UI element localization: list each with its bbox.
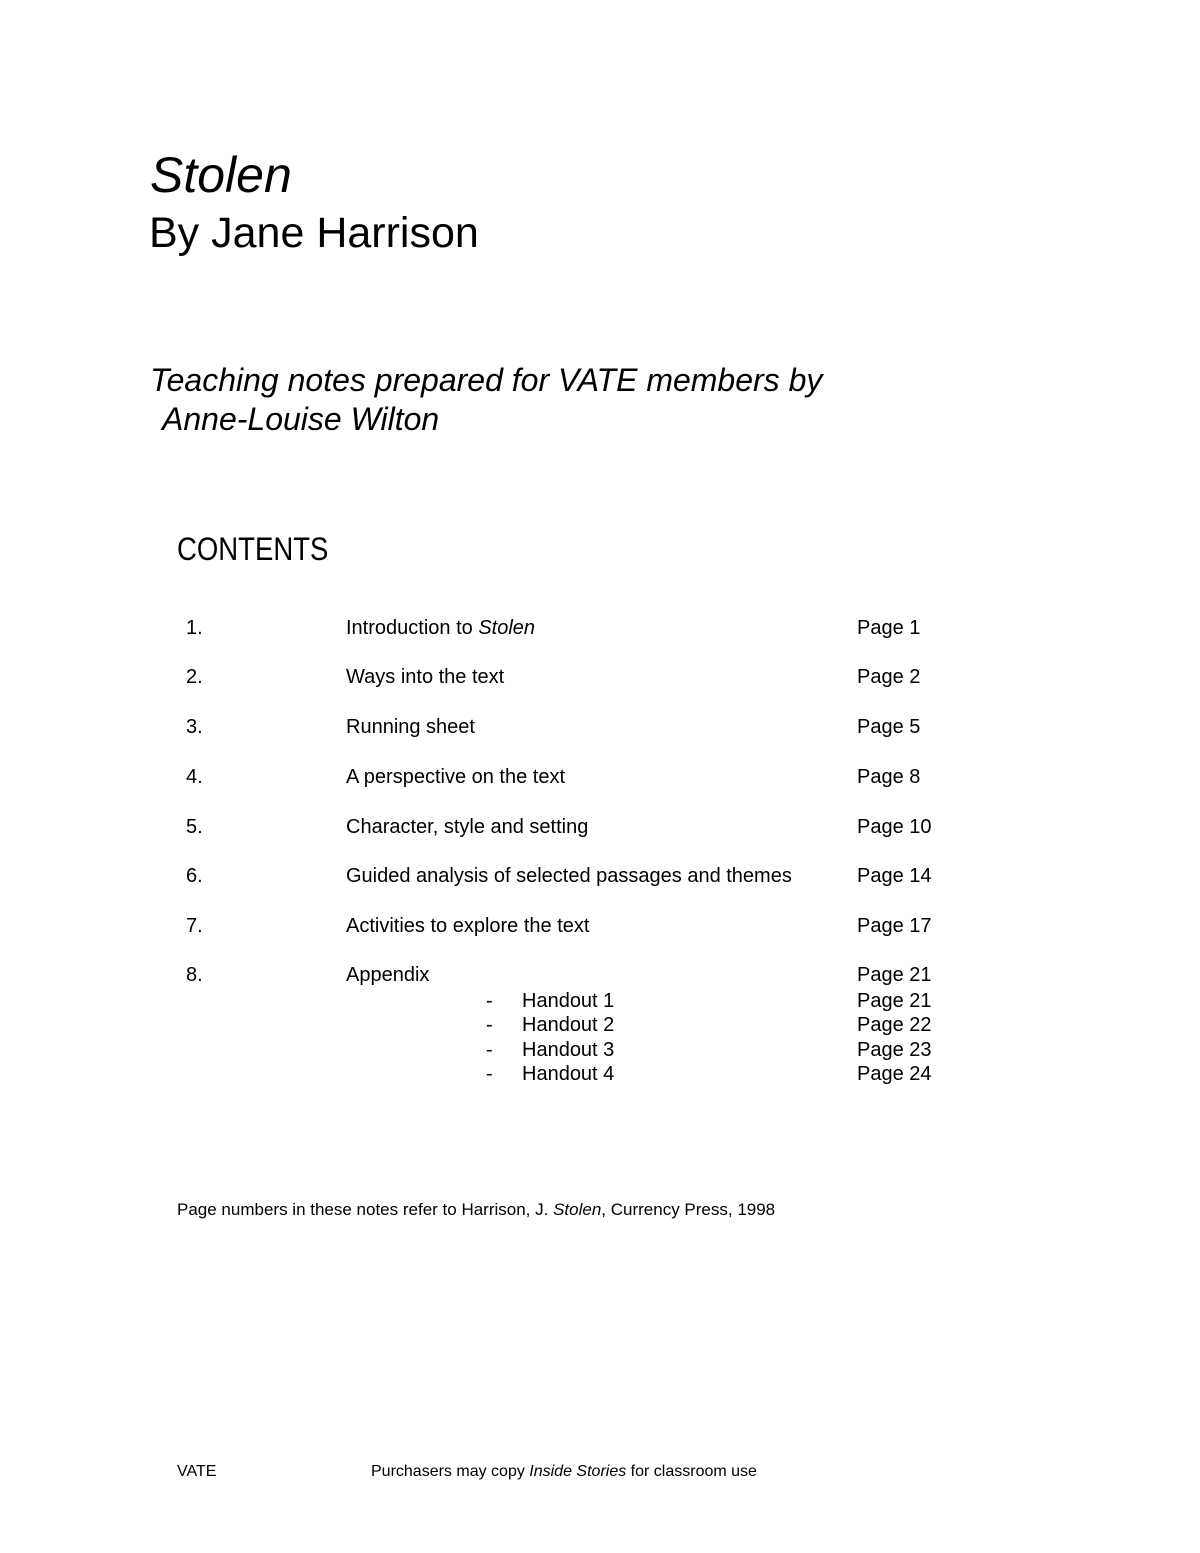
- toc-number: 3.: [186, 716, 203, 738]
- footer-copy-prefix: Purchasers may copy: [371, 1463, 530, 1480]
- reference-text: Page numbers in these notes refer to Harrison, J.: [177, 1200, 554, 1219]
- footer-copy-suffix: for classroom use: [626, 1463, 757, 1480]
- appendix-page: Page 21: [857, 990, 932, 1012]
- toc-row-1: [0, 613, 1200, 643]
- page-reference-note: [177, 1198, 775, 1222]
- toc-title: A perspective on the text: [346, 766, 566, 788]
- toc-number: 8.: [186, 964, 203, 986]
- notes-credit-line-1: Teaching notes prepared for VATE members by: [150, 362, 823, 398]
- toc-row-5: [0, 812, 1200, 842]
- toc-number: 5.: [186, 816, 203, 838]
- toc-page: Page 10: [857, 816, 932, 838]
- toc-title: Appendix: [346, 964, 430, 986]
- toc-row-6: [0, 861, 1200, 891]
- toc-title: Running sheet: [346, 716, 475, 738]
- appendix-title: Handout 2: [522, 1014, 615, 1036]
- toc-page: Page 17: [857, 915, 932, 937]
- contents-heading: CONTENTS: [177, 531, 329, 567]
- toc-page: Page 8: [857, 766, 921, 788]
- toc-page: Page 21: [857, 964, 932, 986]
- toc-number: 2.: [186, 666, 203, 688]
- appendix-title: Handout 4: [522, 1063, 615, 1085]
- toc-page: Page 1: [857, 617, 921, 639]
- appendix-item-4: [0, 1061, 1200, 1087]
- appendix-item-2: [0, 1012, 1200, 1038]
- toc-title: Ways into the text: [346, 666, 505, 688]
- toc-title: [346, 613, 535, 643]
- appendix-page: Page 24: [857, 1063, 932, 1085]
- toc-page: Page 2: [857, 666, 921, 688]
- footer-copy-italic: Inside Stories: [529, 1463, 627, 1480]
- appendix-item-3: [0, 1037, 1200, 1063]
- toc-title-italic: Stolen: [478, 617, 536, 639]
- document-author: By Jane Harrison: [149, 209, 479, 257]
- toc-page: Page 5: [857, 716, 921, 738]
- appendix-title: Handout 1: [522, 990, 615, 1012]
- appendix-item-1: [0, 988, 1200, 1014]
- toc-number: 4.: [186, 766, 203, 788]
- toc-title-text: Introduction to: [346, 617, 479, 639]
- toc-number: 1.: [186, 617, 203, 639]
- footer-copy-notice: [371, 1460, 757, 1484]
- toc-row-2: [0, 662, 1200, 692]
- toc-row-3: [0, 712, 1200, 742]
- toc-number: 6.: [186, 865, 203, 887]
- appendix-dash: -: [486, 990, 493, 1012]
- toc-row-7: [0, 911, 1200, 941]
- appendix-dash: -: [486, 1014, 493, 1036]
- document-title: Stolen: [150, 147, 292, 203]
- reference-suffix: , Currency Press, 1998: [601, 1200, 776, 1219]
- reference-italic: Stolen: [553, 1200, 602, 1219]
- toc-title: Activities to explore the text: [346, 915, 590, 937]
- toc-page: Page 14: [857, 865, 932, 887]
- toc-row-4: [0, 762, 1200, 792]
- appendix-title: Handout 3: [522, 1039, 615, 1061]
- toc-row-8: [0, 960, 1200, 990]
- appendix-dash: -: [486, 1039, 493, 1061]
- appendix-dash: -: [486, 1063, 493, 1085]
- toc-title: Character, style and setting: [346, 816, 589, 838]
- toc-title: Guided analysis of selected passages and themes: [346, 865, 792, 887]
- appendix-page: Page 23: [857, 1039, 932, 1061]
- notes-credit-line-2: Anne-Louise Wilton: [162, 401, 440, 437]
- toc-number: 7.: [186, 915, 203, 937]
- appendix-page: Page 22: [857, 1014, 932, 1036]
- footer-publisher: VATE: [177, 1463, 217, 1480]
